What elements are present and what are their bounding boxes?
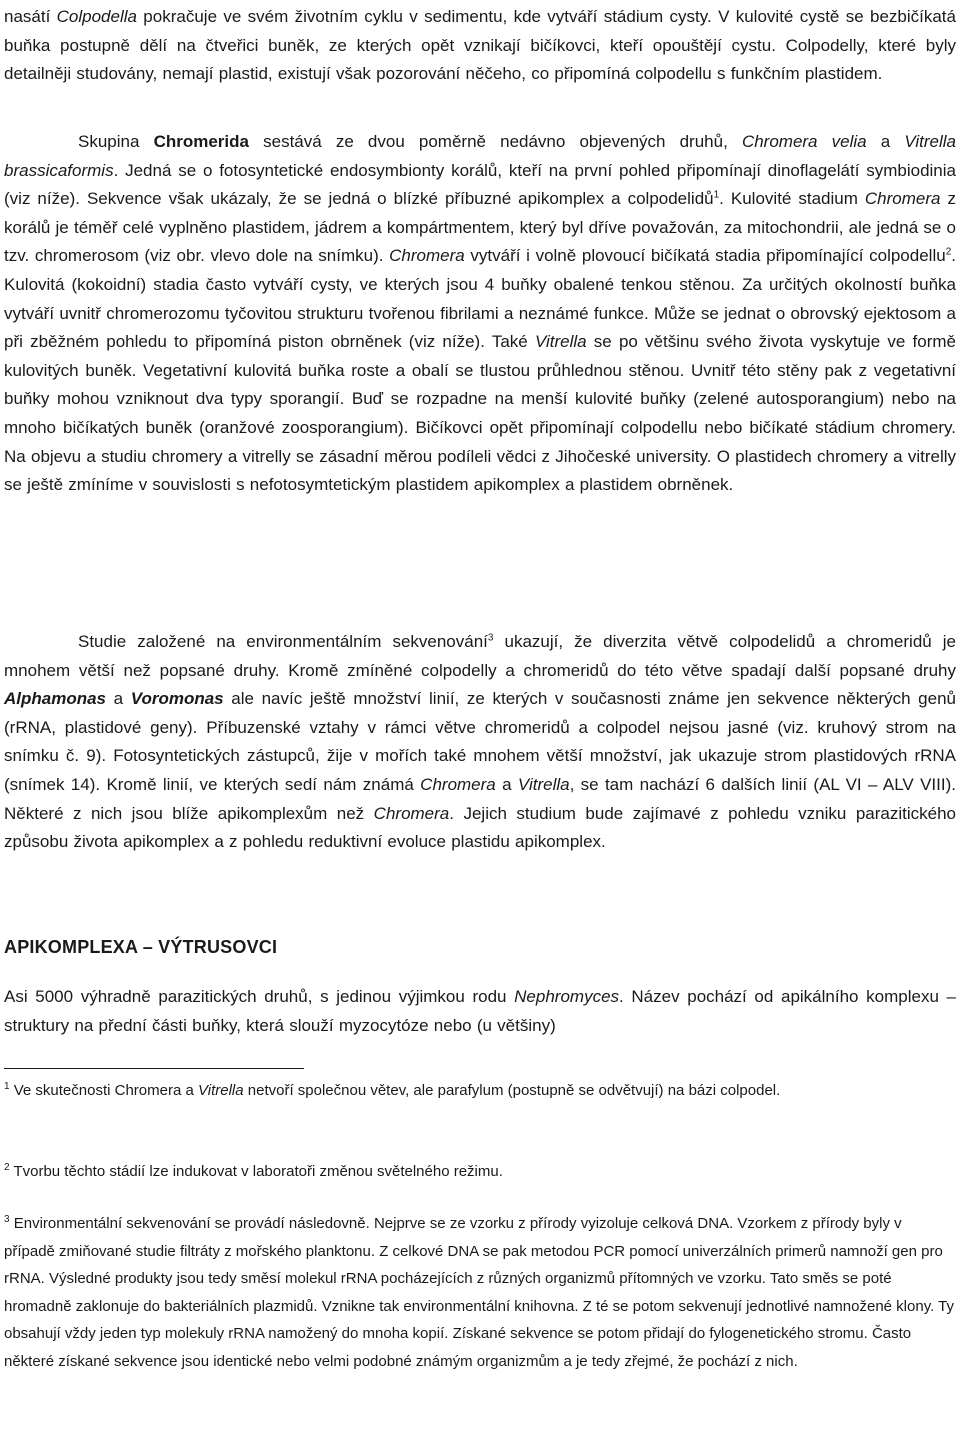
text-run: netvoří společnou větev, ale parafylum (postupně se odvětvují) na bázi colpodel. (243, 1082, 781, 1099)
footnote-3 (4, 1210, 956, 1375)
text-run: nasátí (4, 7, 57, 26)
paragraph-apicomplexa-intro (4, 983, 956, 1040)
emphasis-italic: Chromera (373, 803, 450, 823)
text-run: pokračuje ve svém životním cyklu v sedimentu, kde vytváří stádium cysty. V kulovité cystě se bezbičíkatá buňka postupně dělí na čtveřici buněk, ze kterých opět vznikají bičíkovci, kteří opouštějí cystu. Colpodelly, které byly detailněji studovány, nemají plastid, existují však pozorování něčeho, co připomíná colpodellu s funkčním plastidem. (4, 7, 956, 84)
emphasis-italic: Vitrella (198, 1082, 244, 1099)
emphasis-italic: Chromera velia (741, 132, 867, 151)
footnote-separator (4, 1068, 304, 1069)
text-run: se po většinu svého života vyskytuje ve formě kulovitých buněk. Vegetativní kulovitá buňka roste a obalí se tlustou průhlednou stěnou. Uvnitř této stěny pak z vegetativní buňky mohou vzniknout dva typy sporangií. Buď se rozpadne na menší kulovité buňky (zelené autosporangium) nebo na mnoho bičíkatých buněk (oranžové zoosporangium). Bičíkovci opět připomínají colpodellu nebo bičíkaté stádium chromery. Na objevu a studiu chromery a vitrelly se zásadní měrou podíleli vědci z Jihočeské university. O plastidech chromery a vitrelly se ještě zmíníme v souvislosti s nefotosymtetickým plastidem apikomplex a plastidem obrněnek. (4, 332, 956, 495)
footnote-ref: 2 (945, 246, 952, 258)
text-run: . Jejich studium bude zajímavé z pohledu vzniku parazitického způsobu života apikomplex a z pohledu reduktivní evoluce plastidu apikomplex. (4, 803, 956, 852)
emphasis-italic: Colpodella (56, 7, 137, 26)
footnote-ref: 1 (713, 189, 720, 201)
text-run: z korálů je téměř celé vyplněno plastidem, jádrem a kompártmentem, který byl dříve považován, za mitochondrii, ale jedná se o tzv. chromerosom (viz obr. vlevo dole na snímku). (4, 189, 957, 266)
footnote-ref: 2 (4, 1162, 10, 1173)
text-run: Ve skutečnosti Chromera a (9, 1082, 198, 1099)
footnote-ref: 3 (4, 1214, 10, 1225)
text-run: . Název pochází od apikálního komplexu – struktury na přední části buňky, která slouží myzocytóze nebo (u většiny) (4, 987, 957, 1035)
text-run: Asi 5000 výhradně parazitických druhů, s jedinou výjimkou rodu (4, 987, 515, 1006)
text-run: ale navíc ještě množství linií, ze kterých v současnosti známe jen sekvence některých genů (rRNA, plastidové geny). Příbuzenské vztahy v rámci větve chromeridů a colpodel nejsou jasné (viz. kruhový strom na snímku č. 9). Fotosyntetických zástupců, žije v mořích také mnohem větší množství, jak ukazuje strom plastidových rRNA (snímek 14). Kromě linií, ve kterých sedí nám známá (4, 689, 956, 794)
footnote-ref: 3 (487, 632, 494, 644)
text-run: . Kulovitá (kokoidní) stadia často vytváří cysty, ve kterých jsou 4 buňky obalené tenkou stěnou. Za určitých okolností buňka vytváří uvnitř chromerozomu tyčovitou strukturu tvořenou fibrilami a neznámé funkce. Může se jednat o obrovský ejektosom a při zběžném pohledu to připomíná piston obrněnek (viz níže). Také (4, 246, 956, 352)
paragraph-chromerida (4, 128, 956, 500)
emphasis-bold: Voromonas (130, 689, 224, 709)
emphasis-italic: Vitrella (517, 774, 570, 794)
text-run: a (866, 132, 905, 151)
text-run: Tvorbu těchto stádií lze indukovat v laboratoři změnou světelného režimu. (9, 1163, 503, 1180)
footnote-ref: 1 (4, 1081, 10, 1092)
text-run: a (106, 689, 131, 709)
text-run: . Kulovité stadium (719, 189, 865, 209)
text-run: . Jedná se o fotosyntetické endosymbionty korálů, kteří na první pohled připomínají dinoflagelátí symbiodinia (viz níže). Sekvence však ukázaly, že se jedná o blízké příbuzné apikomplex a colpodelidů (4, 160, 956, 209)
paragraph-environmental-sequencing (4, 628, 956, 857)
emphasis-italic: Vitrella (534, 332, 587, 352)
text-run: ukazují, že diverzita větvě colpodelidů a chromeridů je mnohem větší než popsané druhy. Kromě zmíněné colpodelly a chromeridů do této větve spadají další popsané druhy (4, 632, 957, 680)
emphasis-italic: Vitrella brassicaformis (4, 132, 956, 180)
section-heading: APIKOMPLEXA – VÝTRUSOVCI (4, 937, 278, 957)
footnote-1 (4, 1077, 956, 1105)
footnote-2 (4, 1158, 956, 1186)
emphasis-italic: Nephromyces (514, 987, 620, 1006)
text-run: a (495, 774, 518, 794)
text-run: Skupina (78, 132, 154, 151)
text-run: Studie založené na environmentálním sekvenování (78, 632, 488, 651)
paragraph-colpodella-cycle (4, 3, 956, 89)
text-run: sestává ze dvou poměrně nedávno objevených druhů, (248, 132, 742, 151)
emphasis-bold: Chromerida (153, 132, 249, 151)
text-run: Environmentální sekvenování se provádí následovně. Nejprve se ze vzorku z přírody vyizoluje celková DNA. Vzorkem z přírody byly v případě zmiňované studie filtráty z mořského planktonu. Z celkové DNA se pak metodou PCR pomocí univerzálních primerů namnoží gen pro rRNA. Výsledné produkty jsou tedy směsí molekul rRNA pocházejících z různých organizmů přítomných ve vzorku. Tato směs se poté hromadně zaklonuje do bakteriálních plazmidů. Vznikne tak environmentální knihovna. Z té se potom sekvenují jednotlivé namnožené klony. Ty obsahují vždy jeden typ molekuly rRNA namožený do mnoha kopií. Získané sekvence se potom přidají do fylogenetického stromu. Často některé získané sekvence jsou identické nebo velmi podobné známým organizmům a je tedy zřejmé, že pochází z nich. (4, 1215, 954, 1370)
emphasis-bold: Alphamonas (4, 689, 107, 709)
emphasis-italic: Chromera (420, 774, 496, 794)
text-run: vytváří i volně plovoucí bičíkatá stadia připomínající colpodellu (464, 246, 946, 266)
emphasis-italic: Chromera (864, 189, 941, 209)
text-run: , se tam nachází 6 dalších linií (AL VI – ALV VIII). Některé z nich jsou blíže apikomplexům než (4, 774, 956, 823)
emphasis-italic: Chromera (389, 246, 465, 266)
